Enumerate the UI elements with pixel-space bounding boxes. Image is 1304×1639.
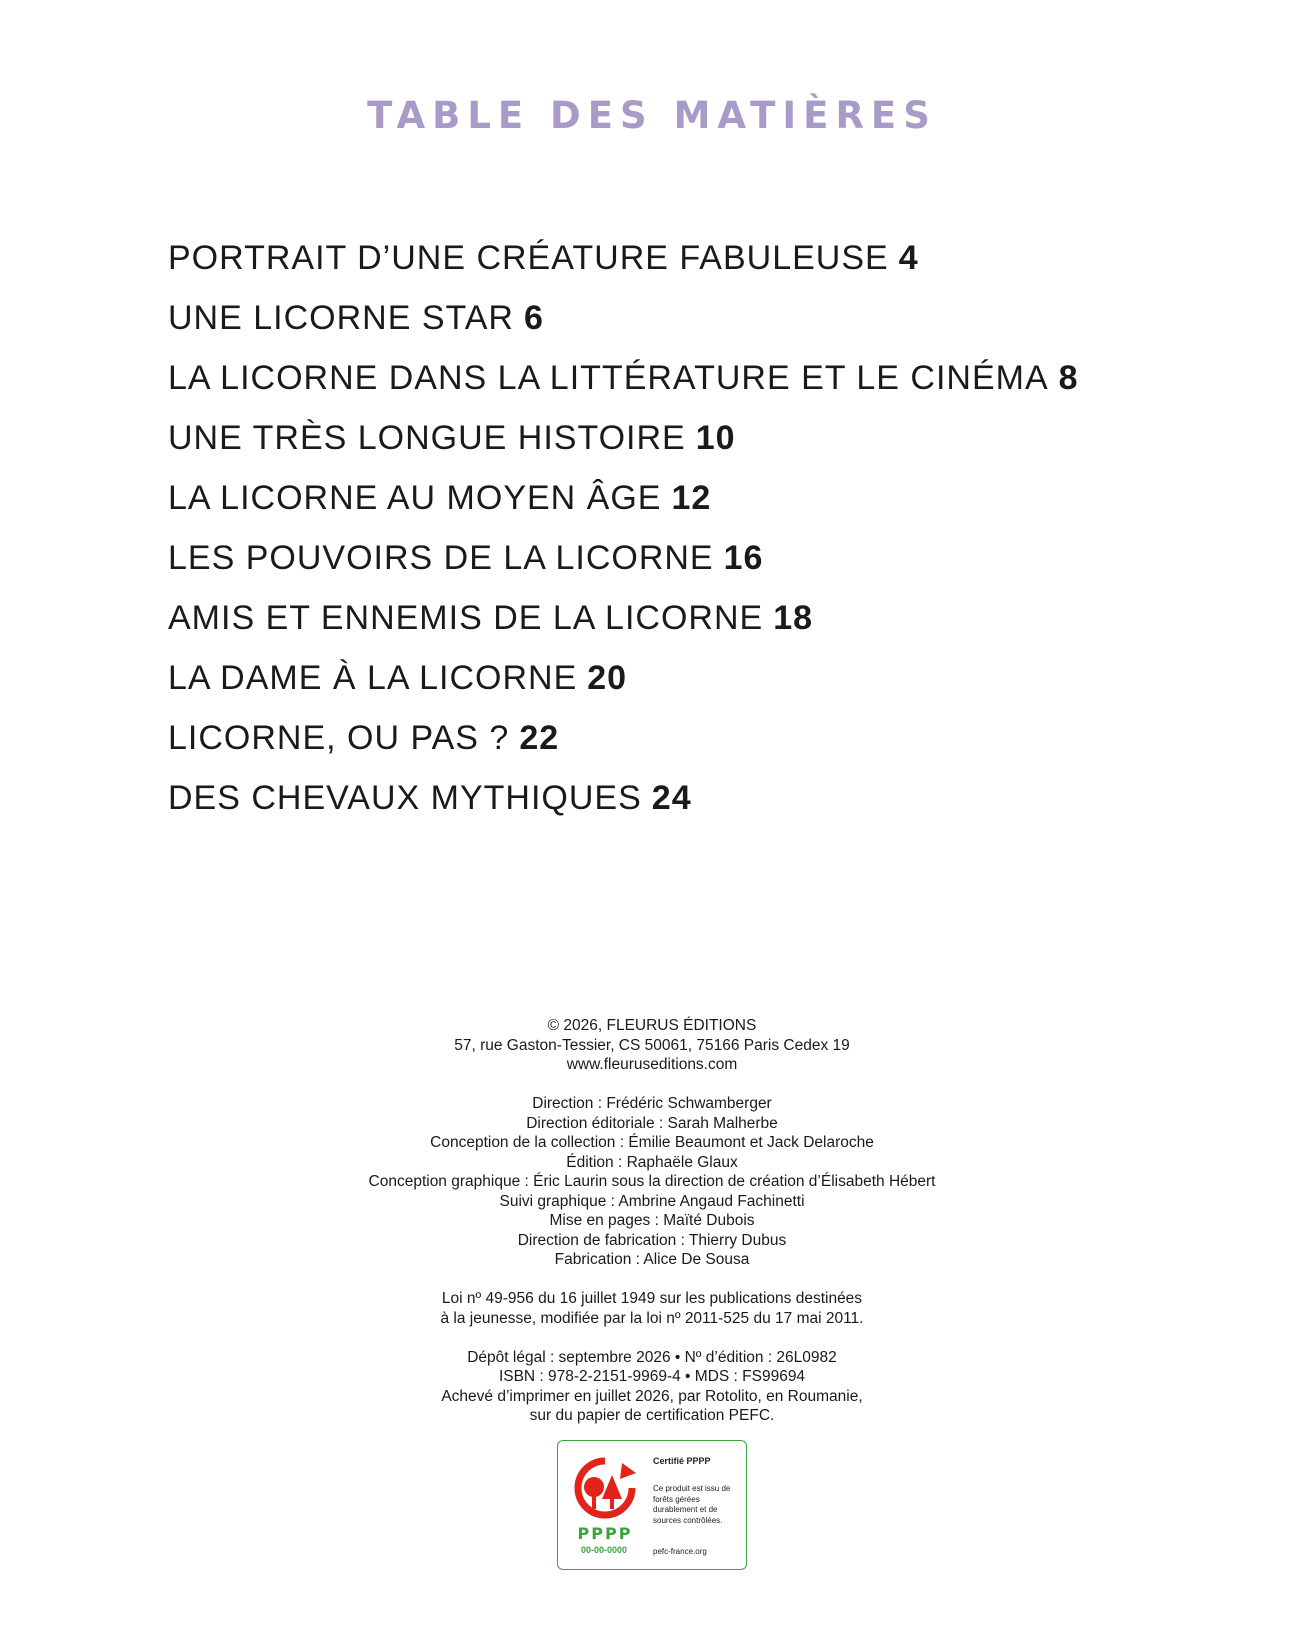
legal-line: ISBN : 978-2-2151-9969-4 • MDS : FS99694 bbox=[498, 1368, 806, 1385]
toc-entry[interactable] bbox=[168, 708, 1079, 768]
page-title: TABLE DES MATIÈRES bbox=[367, 94, 937, 137]
legal-line: Achevé d’imprimer en juillet 2026, par Rotolito, en Roumanie, bbox=[441, 1387, 863, 1405]
law-line: Loi nº 49-956 du 16 juillet 1949 sur les publications destinées bbox=[441, 1290, 863, 1307]
toc-entry-title: LES POUVOIRS DE LA LICORNE bbox=[168, 539, 714, 577]
pefc-logo-letters: PPPP bbox=[577, 1524, 633, 1543]
credit-line: Direction : Frédéric Schwamberger bbox=[532, 1095, 772, 1112]
certification-code: 00-00-0000 bbox=[580, 1545, 628, 1555]
toc-entry-page: 12 bbox=[671, 479, 712, 517]
toc-entry[interactable] bbox=[168, 468, 1079, 528]
credits-block bbox=[0, 1094, 1304, 1270]
toc-entry-page: 8 bbox=[1058, 359, 1079, 397]
legal-line: sur du papier de certification PEFC. bbox=[529, 1407, 775, 1424]
table-of-contents bbox=[168, 228, 1079, 828]
pefc-tree-logo-icon bbox=[570, 1455, 640, 1545]
law-block bbox=[0, 1289, 1304, 1328]
publisher-block bbox=[0, 1016, 1304, 1075]
credit-line: Direction de fabrication : Thierry Dubus bbox=[517, 1231, 787, 1249]
credit-line: Suivi graphique : Ambrine Angaud Fachinetti bbox=[499, 1192, 805, 1210]
law-line: à la jeunesse, modifiée par la loi nº 2011-525 du 17 mai 2011. bbox=[440, 1309, 864, 1327]
toc-entry-page: 6 bbox=[523, 299, 544, 337]
toc-entry[interactable] bbox=[168, 408, 1079, 468]
legal-line: Dépôt légal : septembre 2026 • Nº d’édition : 26L0982 bbox=[467, 1348, 837, 1366]
toc-entry[interactable] bbox=[168, 768, 1079, 828]
certification-text: Ce produit est issu de forêts gérées durablement et de sources contrôlées. bbox=[653, 1484, 731, 1525]
credit-line: Fabrication : Alice De Sousa bbox=[554, 1251, 750, 1268]
toc-entry[interactable] bbox=[168, 288, 1079, 348]
toc-entry-title: LA LICORNE AU MOYEN ÂGE bbox=[168, 479, 662, 517]
toc-entry-title: UNE LICORNE STAR bbox=[168, 299, 514, 337]
certification-heading: Certifié PPPP bbox=[653, 1456, 711, 1466]
toc-entry[interactable] bbox=[168, 228, 1079, 288]
publisher-website[interactable]: www.fleuruseditions.com bbox=[566, 1056, 738, 1073]
toc-entry[interactable] bbox=[168, 348, 1079, 408]
toc-entry-page: 16 bbox=[723, 539, 764, 577]
toc-entry-page: 4 bbox=[898, 239, 919, 277]
toc-entry-title: PORTRAIT D’UNE CRÉATURE FABULEUSE bbox=[168, 239, 889, 277]
toc-entry-title: LA DAME À LA LICORNE bbox=[168, 659, 578, 697]
credit-line: Édition : Raphaële Glaux bbox=[566, 1153, 738, 1171]
certification-url[interactable]: pefc-france.org bbox=[653, 1547, 707, 1556]
toc-entry[interactable] bbox=[168, 648, 1079, 708]
toc-entry-page: 18 bbox=[773, 599, 814, 637]
toc-entry-page: 24 bbox=[651, 779, 692, 817]
copyright-line: © 2026, FLEURUS ÉDITIONS bbox=[547, 1017, 757, 1034]
toc-entry-page: 10 bbox=[695, 419, 736, 457]
toc-entry[interactable] bbox=[168, 528, 1079, 588]
toc-entry-title: AMIS ET ENNEMIS DE LA LICORNE bbox=[168, 599, 764, 637]
credit-line: Conception graphique : Éric Laurin sous la direction de création d’Élisabeth Hébert bbox=[368, 1173, 936, 1190]
toc-entry-title: UNE TRÈS LONGUE HISTOIRE bbox=[168, 419, 686, 457]
toc-entry-page: 20 bbox=[587, 659, 628, 697]
credit-line: Mise en pages : Maïté Dubois bbox=[549, 1212, 755, 1229]
toc-entry[interactable] bbox=[168, 588, 1079, 648]
toc-entry-title: DES CHEVAUX MYTHIQUES bbox=[168, 779, 642, 817]
legal-block bbox=[0, 1348, 1304, 1426]
credit-line: Direction éditoriale : Sarah Malherbe bbox=[526, 1114, 778, 1132]
colophon bbox=[0, 1016, 1304, 1445]
toc-entry-page: 22 bbox=[519, 719, 560, 757]
credit-line: Conception de la collection : Émilie Beaumont et Jack Delaroche bbox=[430, 1134, 874, 1151]
publisher-address: 57, rue Gaston-Tessier, CS 50061, 75166 Paris Cedex 19 bbox=[454, 1036, 850, 1054]
pefc-certification-badge bbox=[557, 1440, 747, 1570]
toc-entry-title: LA LICORNE DANS LA LITTÉRATURE ET LE CINÉMA bbox=[168, 359, 1049, 397]
toc-entry-title: LICORNE, OU PAS ? bbox=[168, 719, 510, 757]
